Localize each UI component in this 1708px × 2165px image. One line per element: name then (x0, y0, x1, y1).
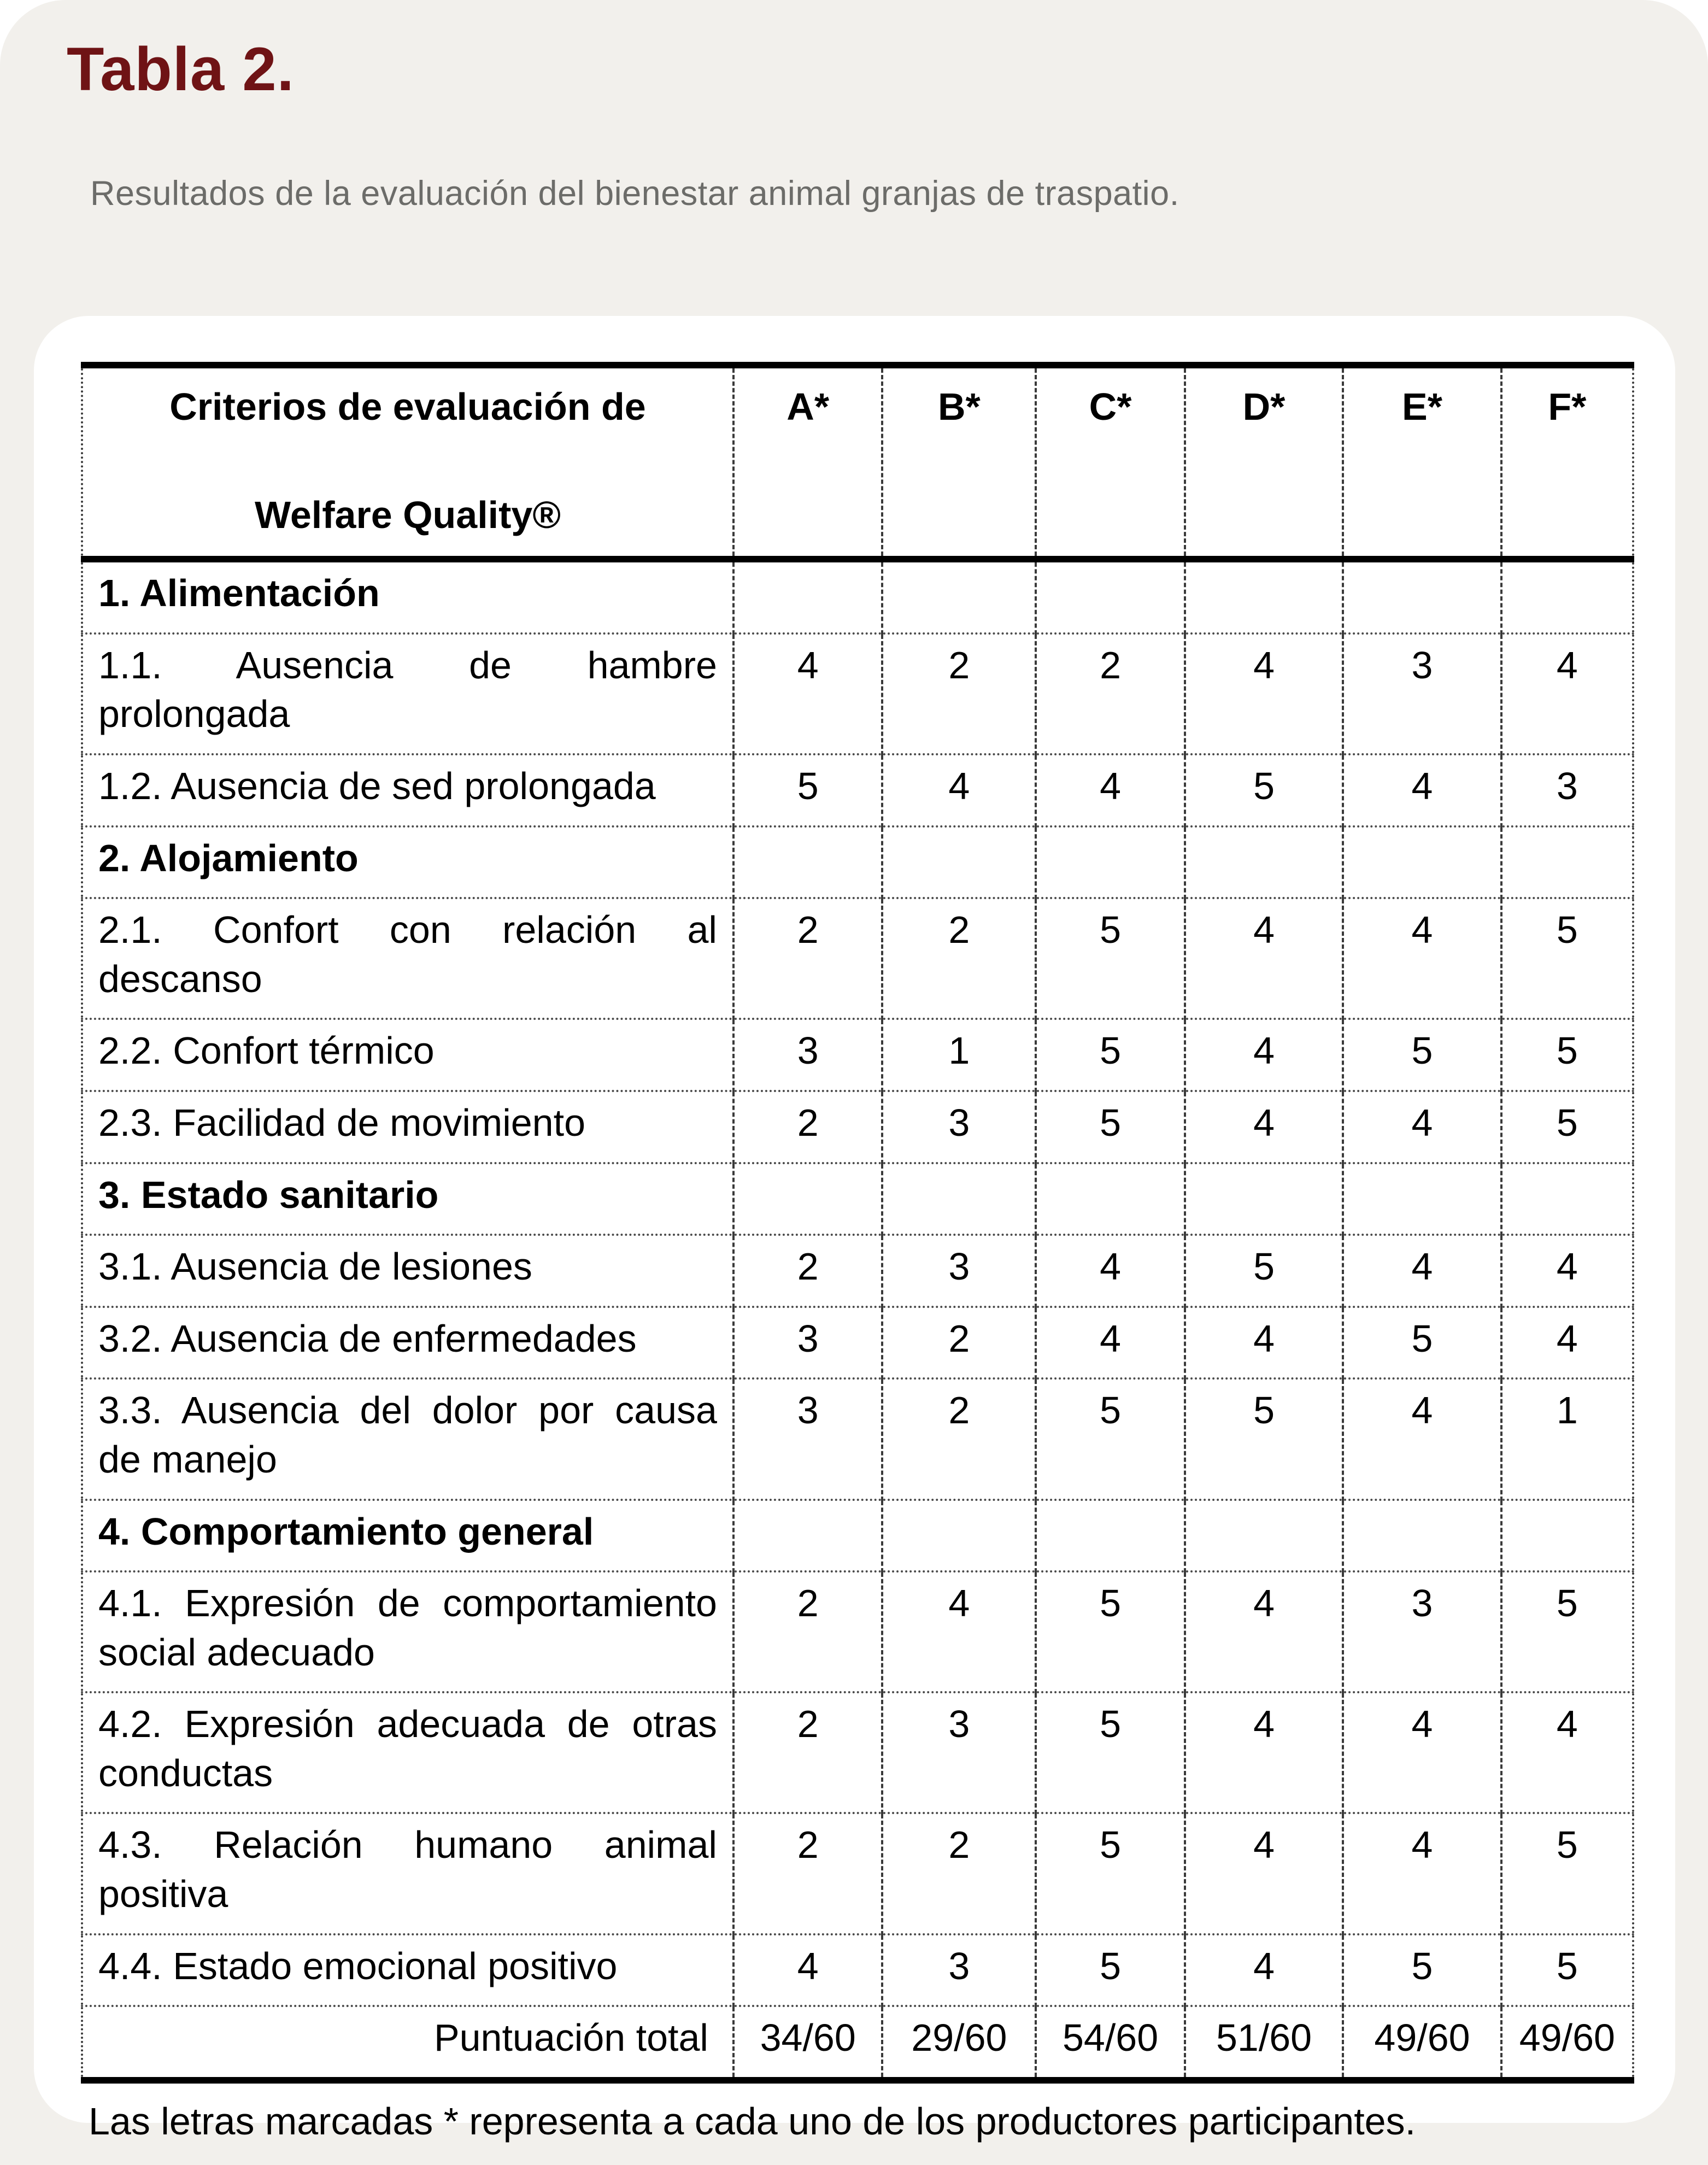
score-cell (1185, 1500, 1343, 1572)
criterion-label: 2.2. Confort térmico (98, 1029, 435, 1072)
score-cell: 5 (1185, 1235, 1343, 1307)
score-cell: 5 (1343, 1934, 1501, 2006)
score-cell (882, 1163, 1036, 1235)
criteria-header-line2: Welfare Quality® (255, 493, 561, 536)
total-row (82, 2006, 1633, 2080)
criteria-row (82, 1378, 1633, 1499)
score-cell: 5 (1501, 1934, 1633, 2006)
score-cell: 3 (1343, 633, 1501, 754)
score-cell: 1 (1501, 1378, 1633, 1499)
producer-column-header: B* (882, 365, 1036, 559)
score-cell: 4 (1343, 1235, 1501, 1307)
score-cell (733, 559, 882, 633)
score-cell: 5 (1036, 1571, 1184, 1692)
score-cell: 4 (1185, 1091, 1343, 1163)
page-title: Tabla 2. (67, 35, 295, 103)
score-cell (1036, 559, 1184, 633)
score-cell: 3 (882, 1235, 1036, 1307)
table-header-row (82, 365, 1633, 559)
total-score-cell: 51/60 (1185, 2006, 1343, 2080)
score-cell: 3 (882, 1091, 1036, 1163)
score-cell: 2 (882, 898, 1036, 1019)
score-cell: 2 (733, 1692, 882, 1813)
criteria-row (82, 1571, 1633, 1692)
criteria-row (82, 633, 1633, 754)
score-cell: 4 (1036, 754, 1184, 826)
criteria-row (82, 1934, 1633, 2006)
section-row (82, 1163, 1633, 1235)
score-cell: 2 (882, 1307, 1036, 1379)
score-cell: 3 (882, 1692, 1036, 1813)
score-cell (1036, 826, 1184, 899)
score-cell (1036, 1163, 1184, 1235)
score-cell (1501, 559, 1633, 633)
score-cell: 4 (733, 1934, 882, 2006)
criterion-label: 4.2. Expresión adecuada de otras conductas (98, 1703, 717, 1794)
criteria-row (82, 1813, 1633, 1934)
score-cell: 2 (733, 1813, 882, 1934)
producer-column-header: A* (733, 365, 882, 559)
score-cell: 4 (1185, 1934, 1343, 2006)
score-cell (882, 1500, 1036, 1572)
score-cell: 4 (1501, 633, 1633, 754)
criterion-label: 3.3. Ausencia del dolor por causa de manejo (98, 1389, 717, 1481)
score-cell (733, 1163, 882, 1235)
criteria-row (82, 1235, 1633, 1307)
score-cell: 2 (733, 898, 882, 1019)
score-cell: 5 (1501, 1813, 1633, 1934)
section-row (82, 559, 1633, 633)
score-cell: 5 (1036, 1692, 1184, 1813)
score-cell: 4 (733, 633, 882, 754)
score-cell (1343, 1500, 1501, 1572)
score-cell: 4 (1036, 1235, 1184, 1307)
producer-column-header: D* (1185, 365, 1343, 559)
score-cell: 4 (1185, 1692, 1343, 1813)
score-cell (1343, 1163, 1501, 1235)
score-cell (1501, 826, 1633, 899)
criteria-row (82, 898, 1633, 1019)
score-cell: 2 (733, 1091, 882, 1163)
criteria-row (82, 1091, 1633, 1163)
criteria-row (82, 1019, 1633, 1091)
welfare-quality-table (81, 362, 1634, 2084)
score-cell (1501, 1163, 1633, 1235)
score-cell (1343, 559, 1501, 633)
score-cell: 3 (733, 1307, 882, 1379)
total-score-cell: 49/60 (1501, 2006, 1633, 2080)
table-card (34, 316, 1675, 2143)
score-cell (1501, 1500, 1633, 1572)
score-cell: 4 (1185, 633, 1343, 754)
score-cell: 2 (1036, 633, 1184, 754)
score-cell: 4 (1343, 754, 1501, 826)
score-cell: 2 (733, 1235, 882, 1307)
section-row (82, 826, 1633, 899)
score-cell: 5 (1036, 1378, 1184, 1499)
section-label: 4. Comportamiento general (98, 1510, 594, 1553)
score-cell (1036, 1500, 1184, 1572)
score-cell: 5 (733, 754, 882, 826)
score-cell: 4 (1185, 1019, 1343, 1091)
score-cell: 5 (1501, 898, 1633, 1019)
score-cell: 3 (882, 1934, 1036, 2006)
score-cell (733, 826, 882, 899)
section-label: 2. Alojamiento (98, 836, 359, 879)
score-cell: 4 (1501, 1235, 1633, 1307)
score-cell: 4 (1501, 1307, 1633, 1379)
section-label: 3. Estado sanitario (98, 1173, 439, 1216)
criterion-label: 4.4. Estado emocional positivo (98, 1944, 618, 1987)
table-wrapper (81, 362, 1634, 2145)
score-cell: 5 (1036, 1813, 1184, 1934)
criterion-label: 4.3. Relación humano animal positiva (98, 1823, 717, 1916)
producer-column-header: C* (1036, 365, 1184, 559)
producer-column-header: F* (1501, 365, 1633, 559)
criteria-header-line1: Criterios de evaluación de (169, 385, 646, 428)
score-cell: 5 (1036, 1091, 1184, 1163)
score-cell: 2 (733, 1571, 882, 1692)
table-caption: Resultados de la evaluación del bienestar animal granjas de traspatio. (90, 174, 1179, 213)
score-cell: 2 (882, 1378, 1036, 1499)
score-cell: 4 (882, 754, 1036, 826)
score-cell: 4 (1185, 1813, 1343, 1934)
score-cell: 5 (1036, 1019, 1184, 1091)
score-cell: 5 (1501, 1091, 1633, 1163)
criterion-label: 3.2. Ausencia de enfermedades (98, 1317, 637, 1360)
producer-column-header: E* (1343, 365, 1501, 559)
score-cell: 5 (1501, 1019, 1633, 1091)
score-cell: 5 (1343, 1019, 1501, 1091)
criterion-label: 4.1. Expresión de comportamiento social adecuado (98, 1582, 717, 1674)
score-cell (1185, 1163, 1343, 1235)
score-cell (1185, 559, 1343, 633)
total-score-cell: 29/60 (882, 2006, 1036, 2080)
criterion-label: 1.2. Ausencia de sed prolongada (98, 764, 656, 807)
score-cell: 4 (1185, 1307, 1343, 1379)
criterion-label: 2.1. Confort con relación al descanso (98, 908, 717, 1000)
score-cell: 4 (1036, 1307, 1184, 1379)
score-cell: 4 (1343, 1091, 1501, 1163)
criteria-row (82, 1307, 1633, 1379)
table-body (82, 559, 1633, 2080)
section-row (82, 1500, 1633, 1572)
criterion-label: 3.1. Ausencia de lesiones (98, 1245, 532, 1288)
score-cell: 3 (733, 1019, 882, 1091)
criteria-row (82, 1692, 1633, 1813)
score-cell: 4 (1343, 898, 1501, 1019)
total-score-cell: 34/60 (733, 2006, 882, 2080)
section-label: 1. Alimentación (98, 572, 380, 615)
score-cell: 3 (1343, 1571, 1501, 1692)
score-cell: 4 (1343, 1813, 1501, 1934)
score-cell: 4 (1185, 1571, 1343, 1692)
score-cell (1185, 826, 1343, 899)
score-cell: 4 (882, 1571, 1036, 1692)
footnote: Las letras marcadas * representa a cada uno de los productores participantes. (89, 2099, 1416, 2143)
criteria-column-header (82, 365, 733, 559)
score-cell (882, 826, 1036, 899)
score-cell (1343, 826, 1501, 899)
score-cell: 5 (1343, 1307, 1501, 1379)
score-cell: 3 (1501, 754, 1633, 826)
total-label: Puntuación total (433, 2016, 708, 2060)
criterion-label: 2.3. Facilidad de movimiento (98, 1101, 585, 1144)
total-score-cell: 49/60 (1343, 2006, 1501, 2080)
score-cell: 5 (1036, 1934, 1184, 2006)
score-cell: 1 (882, 1019, 1036, 1091)
score-cell: 4 (1185, 898, 1343, 1019)
score-cell: 4 (1343, 1378, 1501, 1499)
score-cell: 3 (733, 1378, 882, 1499)
criteria-row (82, 754, 1633, 826)
score-cell: 5 (1501, 1571, 1633, 1692)
score-cell (733, 1500, 882, 1572)
total-score-cell: 54/60 (1036, 2006, 1184, 2080)
score-cell: 5 (1036, 898, 1184, 1019)
score-cell: 5 (1185, 754, 1343, 826)
score-cell: 4 (1343, 1692, 1501, 1813)
score-cell: 4 (1501, 1692, 1633, 1813)
score-cell: 2 (882, 633, 1036, 754)
score-cell (882, 559, 1036, 633)
score-cell: 2 (882, 1813, 1036, 1934)
score-cell: 5 (1185, 1378, 1343, 1499)
criterion-label: 1.1. Ausencia de hambre prolongada (98, 643, 717, 736)
